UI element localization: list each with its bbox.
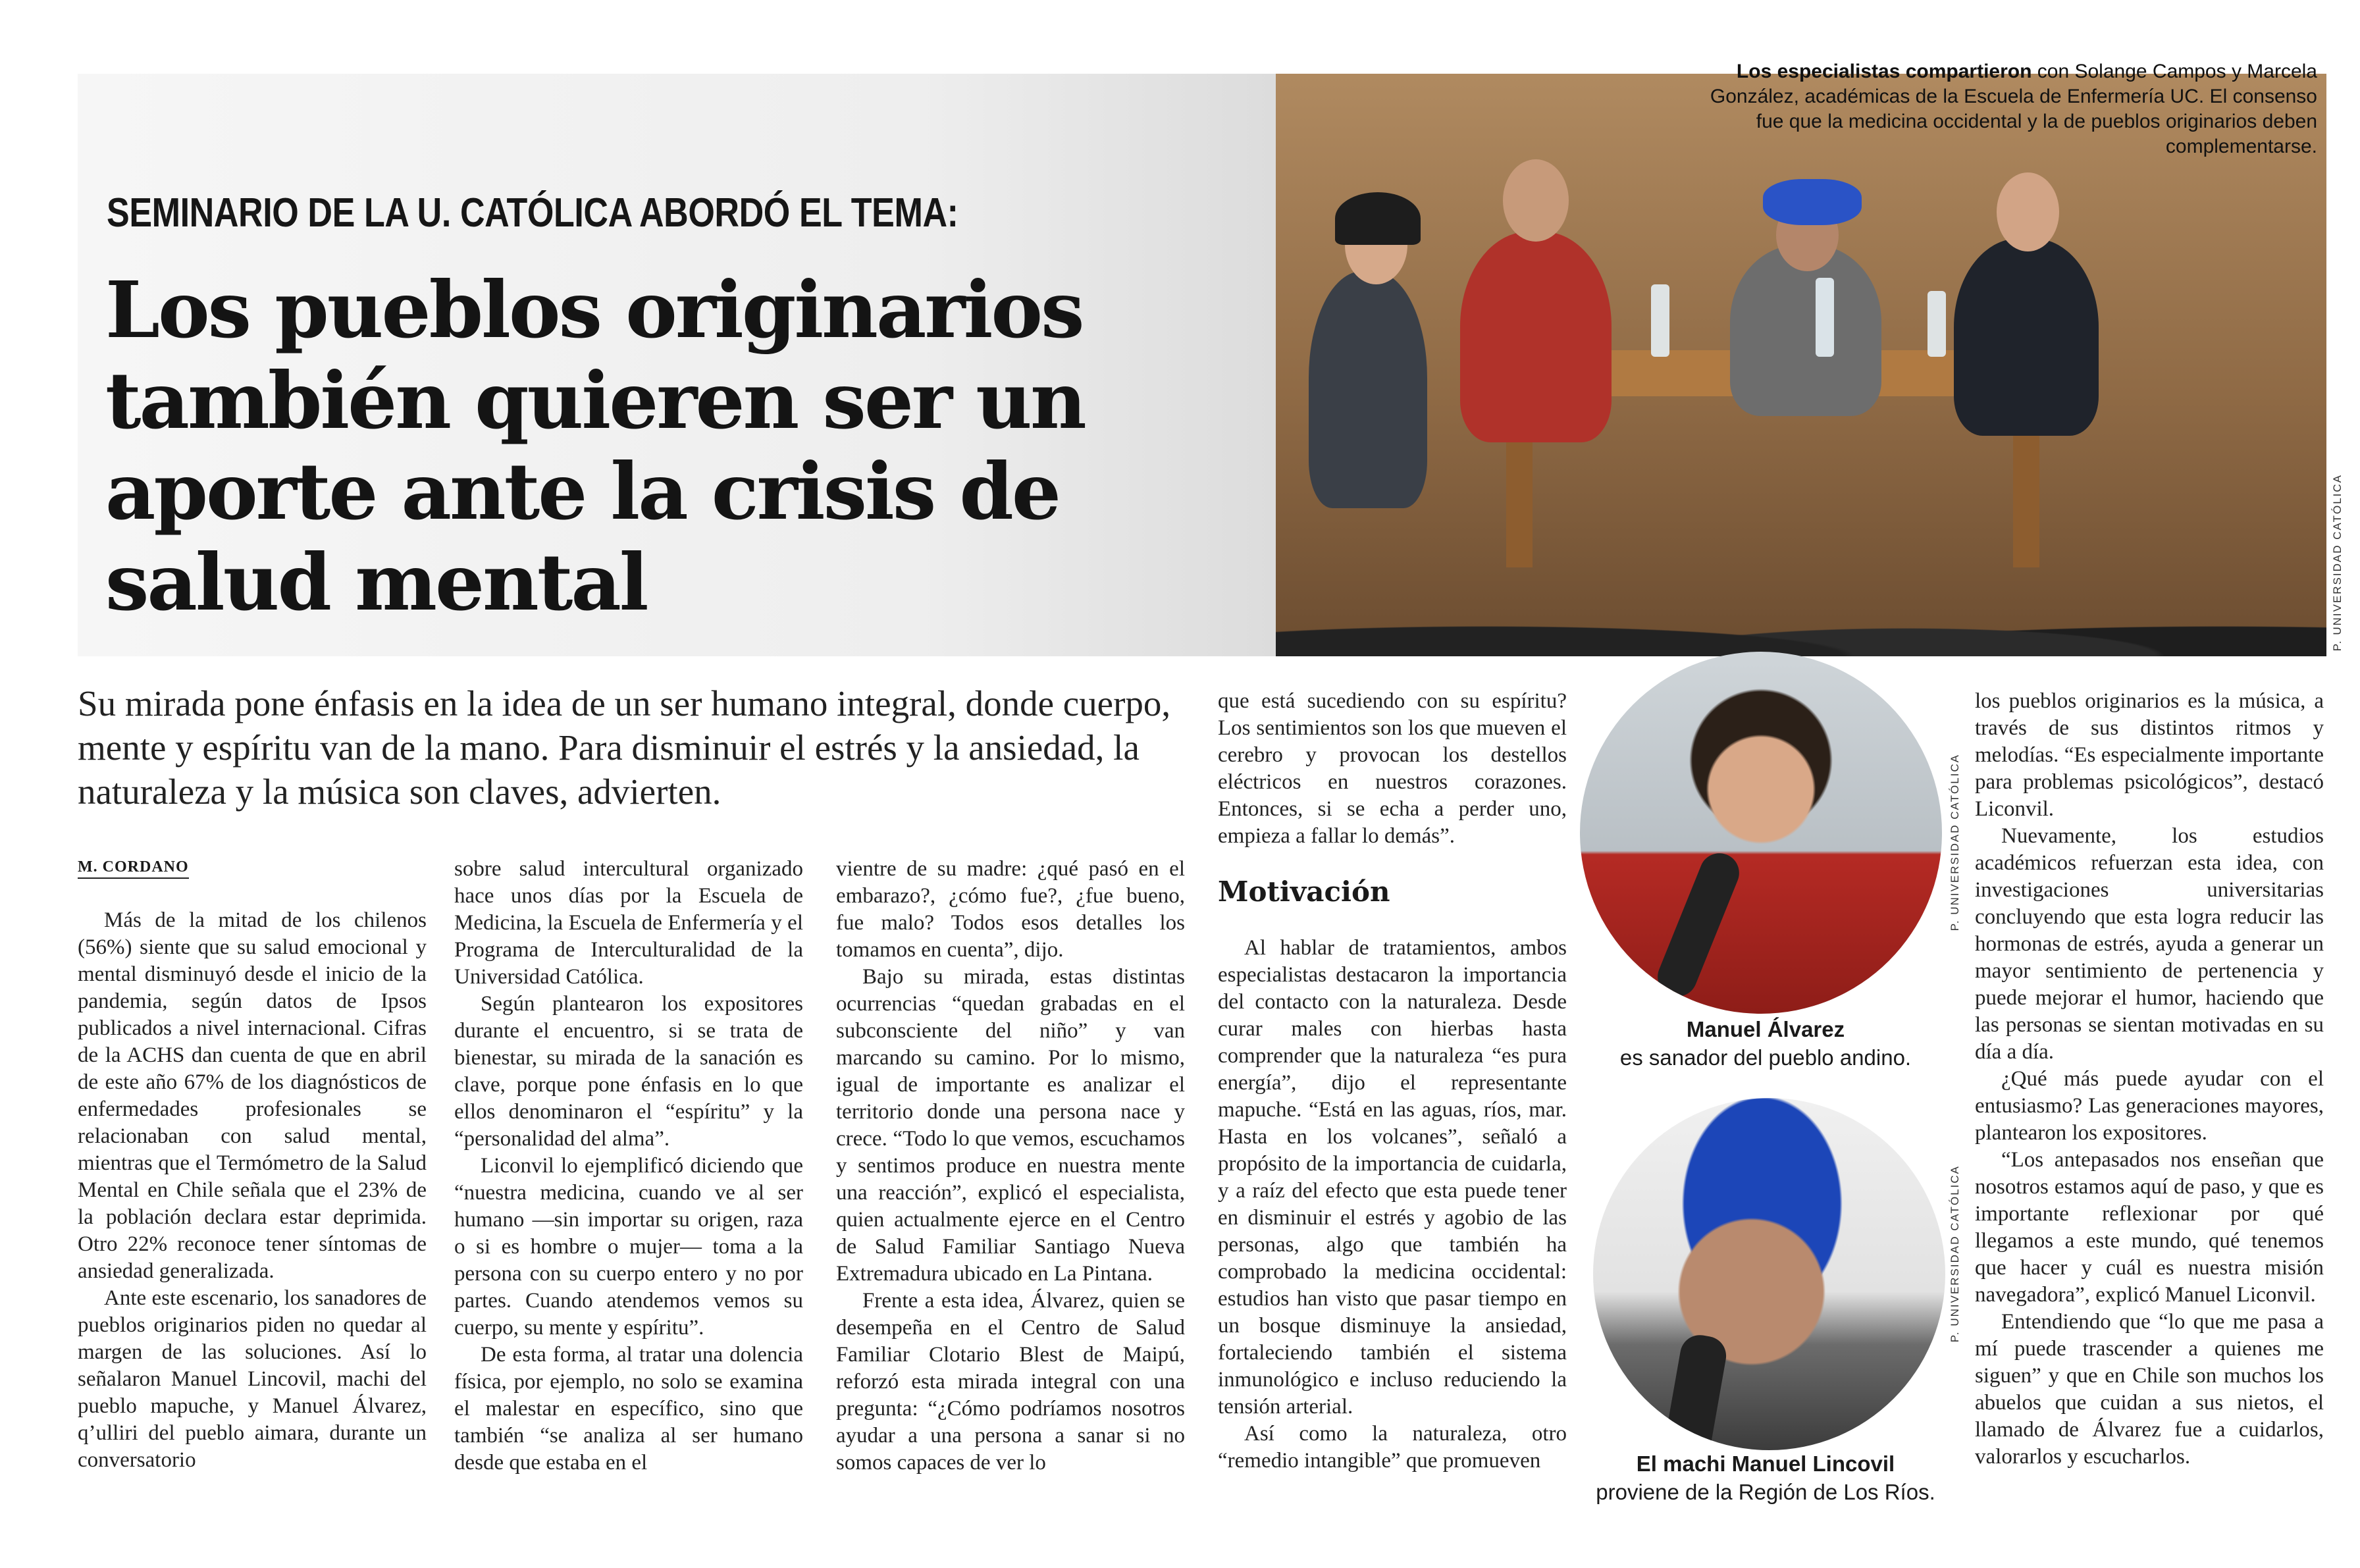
article-column-4-top bbox=[1218, 688, 1567, 850]
portrait-name: El machi Manuel Lincovil bbox=[1636, 1451, 1895, 1476]
paragraph: Al hablar de tratamientos, ambos especialistas destacaron la importancia del contacto con la naturaleza. Desde curar males con hierbas hasta comprender que la naturaleza “es pura energía”, dijo el representante mapuche. “Está en las aguas, ríos, mar. Hasta en los volcanes”, señaló a propósito de la importancia de cuidarla, y a raíz del efecto que esta puede tener en disminuir el estrés y agobio de las personas, algo que también ha comprobado la medicina occidental: estudios han visto que pasar tiempo en un bosque disminuye la ansiedad, fortaleciendo también el sistema inmunológico e incluso reduciendo la tensión arterial. bbox=[1218, 936, 1567, 1419]
paragraph: Frente a esta idea, Álvarez, quien se desempeña en el Centro de Salud Familiar Clotario Blest de Maipú, reforzó esta mirada integral con una pregunta: “¿Cómo podríamos nosotros ayudar a una persona a sanar si no somos capaces de ver lo bbox=[836, 1289, 1185, 1475]
portrait-description: proviene de la Región de Los Ríos. bbox=[1596, 1480, 1935, 1504]
speaker-woman-right bbox=[1954, 238, 2099, 436]
water-bottle bbox=[1816, 278, 1834, 357]
headline: Los pueblos originarios también quieren ser un aporte ante la crisis de salud mental bbox=[105, 264, 1085, 628]
speaker-hair bbox=[1335, 192, 1421, 245]
paragraph: Más de la mitad de los chilenos (56%) siente que su salud emocional y mental disminuyó desde el inicio de la pandemia, según datos de Ipsos publicados a nivel internacional. Cifras de la ACHS dan cuenta de que en abril de este año 67% de los diagnósticos de enfermedades profesionales se relacionaban con salud mental, mientras que el Termómetro de la Salud Mental en Chile señala que el 23% de la población declara estar deprimida. Otro 22% reconoce tener síntomas de ansiedad generalizada. bbox=[78, 908, 427, 1283]
paragraph: Ante este escenario, los sanadores de pueblos originarios piden no quedar al margen de las soluciones. Así lo señalaron Manuel Lincovil, machi del pueblo mapuche, y Manuel Álvarez, q’ulliri del pueblo aimara, durante un conversatorio bbox=[78, 1286, 427, 1472]
paragraph: Liconvil lo ejemplificó diciendo que “nuestra medicina, cuando ve al ser humano —sin importar su origen, raza o si es hombre o mujer— toma a la persona con su cuerpo entero y no por partes. Cuando atendemos vemos su cuerpo, su mente y espíritu”. bbox=[454, 1154, 803, 1340]
article-column-2 bbox=[454, 856, 803, 1477]
article-column-1 bbox=[78, 907, 427, 1474]
portrait-description: es sanador del pueblo andino. bbox=[1619, 1045, 1912, 1070]
portrait-credit: P. UNIVERSIDAD CATÓLICA bbox=[1949, 754, 1961, 931]
speaker-head bbox=[1997, 172, 2059, 251]
paragraph: ¿Qué más puede ayudar con el entusiasmo? Las generaciones mayores, plantearon los expositores. bbox=[1975, 1067, 2324, 1145]
portrait-manuel-lincovil bbox=[1593, 1098, 1945, 1450]
paragraph: Así como la naturaleza, otro “remedio intangible” que promueven bbox=[1218, 1422, 1567, 1473]
speaker-head bbox=[1503, 159, 1569, 242]
paragraph: que está sucediendo con su espíritu? Los sentimientos son los que mueven el cerebro y provocan los destellos eléctricos en nuestros corazones. Entonces, si se echa a perder uno, empieza a fallar lo demás”. bbox=[1218, 689, 1567, 848]
portrait-manuel-alvarez bbox=[1580, 652, 1942, 1014]
lede: Su mirada pone énfasis en la idea de un ser humano integral, donde cuerpo, mente y espíritu van de la mano. Para disminuir el estrés y la ansiedad, la naturaleza y la música son claves, advierten. bbox=[78, 683, 1171, 812]
microphone-icon bbox=[1661, 1332, 1729, 1450]
speaker-woman-left bbox=[1309, 271, 1427, 508]
article-column-4 bbox=[1218, 935, 1567, 1475]
paragraph: sobre salud intercultural organizado hace unos días por la Escuela de Medicina, la Escuela de Enfermería y el Programa de Interculturalidad de la Universidad Católica. bbox=[454, 857, 803, 989]
paragraph: Bajo su mirada, estas distintas ocurrencias “quedan grabadas en el subconsciente del niño” y van marcando su camino. Por lo mismo, igual de importante es analizar el territorio donde una persona nace y crece. “Todo lo que vemos, escuchamos y sentimos produce en nuestra mente una reacción”, explicó el especialista, quien actualmente ejerce en el Centro de Salud Familiar Santiago Nueva Extremadura ubicado en La Pintana. bbox=[836, 965, 1185, 1286]
paragraph: Según plantearon los expositores durante el encuentro, si se trata de bienestar, su mirada de la sanación es clave, porque pone énfasis en lo que ellos denominaron el “espíritu” y la “personalidad del alma”. bbox=[454, 992, 803, 1151]
speaker-red-poncho bbox=[1460, 232, 1612, 442]
subhead: Motivación bbox=[1218, 875, 1390, 908]
portrait-name: Manuel Álvarez bbox=[1686, 1017, 1845, 1041]
photo-caption-lead: Los especialistas compartieron bbox=[1736, 61, 2032, 82]
photo-caption-text: con Solange Campos y Marcela González, académicas de la Escuela de Enfermería UC. El consenso fue que la medicina occidental y la de pueblos originarios deben complementarse. bbox=[1710, 61, 2317, 157]
photo-caption bbox=[1685, 59, 2317, 159]
photo-credit: P. UNIVERSIDAD CATÓLICA bbox=[2331, 474, 2344, 652]
article-column-5 bbox=[1975, 688, 2324, 1471]
paragraph: “Los antepasados nos enseñan que nosotros estamos aquí de paso, y que es importante reflexionar por qué llegamos a este mundo, qué tenemos que hacer y cuál es nuestra misión navegadora”, explicó Manuel Liconvil. bbox=[1975, 1148, 2324, 1307]
article-column-3 bbox=[836, 856, 1185, 1477]
kicker: SEMINARIO DE LA U. CATÓLICA ABORDÓ EL TEMA: bbox=[107, 190, 958, 236]
paragraph: los pueblos originarios es la música, a través de sus distintos ritmos y melodías. “Es especialmente importante para problemas psicológicos”, destacó Liconvil. bbox=[1975, 689, 2324, 821]
byline: M. CORDANO bbox=[78, 858, 189, 879]
paragraph: De esta forma, al tratar una dolencia física, por ejemplo, no solo se examina el malestar en específico, sino que también “se analiza al ser humano desde que estaba en el bbox=[454, 1343, 803, 1475]
paragraph: vientre de su madre: ¿qué pasó en el embarazo?, ¿cómo fue?, ¿fue bueno, fue malo? Todos esos detalles los tomamos en cuenta”, dijo. bbox=[836, 857, 1185, 962]
portrait-credit: P. UNIVERSIDAD CATÓLICA bbox=[1949, 1165, 1961, 1343]
audience-heads bbox=[1276, 587, 2326, 656]
paragraph: Entendiendo que “lo que me pasa a mí puede trascender a quienes me siguen” y que en Chile son muchos los abuelos que cuidan a sus nietos, el llamado de Álvarez fue a cuidarlos, valorarlos y escucharlos. bbox=[1975, 1310, 2324, 1469]
blue-headscarf bbox=[1763, 179, 1862, 225]
microphone-icon bbox=[1652, 847, 1745, 1003]
water-bottle bbox=[1927, 291, 1946, 357]
water-bottle bbox=[1651, 284, 1669, 357]
paragraph: Nuevamente, los estudios académicos refuerzan esta idea, con investigaciones universitarias concluyendo que esta logra reducir las hormonas de estrés, ayuda a generar un mayor sentimiento de pertenencia y puede mejorar el humor, haciendo que las personas se sientan motivadas en su día a día. bbox=[1975, 824, 2324, 1064]
